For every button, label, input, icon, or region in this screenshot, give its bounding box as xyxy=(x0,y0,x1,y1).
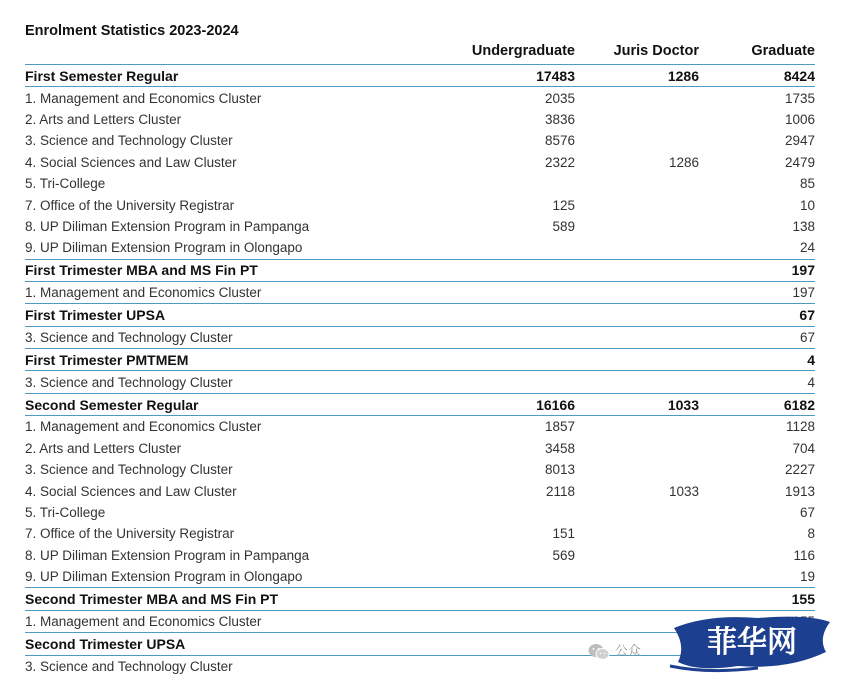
cell-undergraduate xyxy=(375,588,575,610)
section-row xyxy=(0,393,842,415)
table-row xyxy=(0,438,842,459)
wechat-watermark xyxy=(588,640,641,661)
table-row xyxy=(0,371,842,393)
cell-juris-doctor: 1033 xyxy=(575,393,699,415)
row-pad-right xyxy=(815,281,842,303)
cell-graduate: 24 xyxy=(799,240,815,256)
row-pad xyxy=(0,173,25,194)
row-label: Second Trimester UPSA xyxy=(25,633,375,655)
cell-undergraduate: 16166 xyxy=(375,393,575,415)
cell-graduate: 1128 xyxy=(785,419,815,435)
cell-graduate: 1913 xyxy=(784,483,815,499)
section-row xyxy=(0,259,842,281)
cell-graduate: 197 xyxy=(792,285,815,301)
cell-undergraduate xyxy=(375,633,575,655)
row-pad-right xyxy=(815,545,842,566)
row-pad xyxy=(0,65,25,87)
cell-graduate: 704 xyxy=(792,440,815,456)
cell-undergraduate xyxy=(375,281,575,303)
row-pad-right xyxy=(815,109,842,130)
cell-graduate: 1735 xyxy=(784,90,815,106)
header-undergraduate: Undergraduate xyxy=(471,43,575,59)
row-label: 8. UP Diliman Extension Program in Pampanga xyxy=(25,218,310,234)
cell-graduate: 67 xyxy=(799,505,815,520)
row-pad-right xyxy=(815,173,842,194)
cell-graduate: 155 xyxy=(699,588,815,610)
row-label: Second Semester Regular xyxy=(25,393,375,415)
row-pad xyxy=(0,130,25,151)
cell-juris-doctor xyxy=(575,87,699,109)
table-row xyxy=(0,173,842,194)
cell-undergraduate: 17483 xyxy=(375,65,575,87)
cell-undergraduate: 3458 xyxy=(544,440,575,456)
table-row xyxy=(0,502,842,523)
enrolment-table xyxy=(0,64,842,677)
row-pad xyxy=(0,416,25,438)
site-logo xyxy=(668,608,834,678)
cell-juris-doctor xyxy=(575,304,699,326)
cell-undergraduate xyxy=(375,610,575,632)
row-pad xyxy=(0,216,25,237)
cell-undergraduate: 1857 xyxy=(544,419,575,435)
column-headers xyxy=(0,43,842,63)
row-pad-right xyxy=(815,152,842,173)
row-pad-right xyxy=(815,65,842,87)
section-row xyxy=(0,349,842,371)
row-pad xyxy=(0,237,25,259)
cell-juris-doctor xyxy=(575,588,699,610)
row-pad-right xyxy=(815,480,842,501)
table-row xyxy=(0,326,842,348)
cell-undergraduate xyxy=(375,502,575,523)
cell-undergraduate: 589 xyxy=(552,218,575,234)
row-pad xyxy=(0,109,25,130)
row-label: 9. UP Diliman Extension Program in Olongapo xyxy=(25,569,303,585)
row-pad xyxy=(0,438,25,459)
cell-undergraduate: 2118 xyxy=(545,483,575,499)
cell-juris-doctor xyxy=(575,545,699,566)
cell-graduate: 116 xyxy=(793,547,815,563)
row-pad xyxy=(0,545,25,566)
row-pad-right xyxy=(815,237,842,259)
cell-undergraduate: 2322 xyxy=(544,154,575,170)
row-pad-right xyxy=(815,349,842,371)
cell-graduate: 8424 xyxy=(699,65,815,87)
row-label: 8. UP Diliman Extension Program in Pampanga xyxy=(25,547,310,563)
cell-undergraduate xyxy=(375,655,575,677)
row-pad-right xyxy=(815,87,842,109)
cell-graduate: 19 xyxy=(799,569,815,585)
cell-graduate: 197 xyxy=(699,259,815,281)
row-pad xyxy=(0,304,25,326)
cell-graduate: 4 xyxy=(807,374,815,390)
cell-graduate: 85 xyxy=(799,176,815,192)
cell-undergraduate xyxy=(375,326,575,348)
row-label: 3. Science and Technology Cluster xyxy=(25,329,233,345)
row-label: 4. Social Sciences and Law Cluster xyxy=(25,154,237,170)
cell-juris-doctor: 1286 xyxy=(668,154,699,170)
table-row xyxy=(0,152,842,173)
row-label: 7. Office of the University Registrar xyxy=(25,526,235,542)
table-row xyxy=(0,130,842,151)
cell-undergraduate: 3836 xyxy=(544,111,575,127)
row-label: 5. Tri-College xyxy=(25,176,106,192)
cell-graduate: 67 xyxy=(699,304,815,326)
row-pad-right xyxy=(815,371,842,393)
row-label: 1. Management and Economics Cluster xyxy=(25,90,262,106)
row-label: 4. Social Sciences and Law Cluster xyxy=(25,483,237,499)
row-pad-right xyxy=(815,130,842,151)
cell-undergraduate: 8013 xyxy=(544,462,575,478)
row-pad xyxy=(0,349,25,371)
cell-juris-doctor xyxy=(575,371,699,393)
logo-text: 菲华网 xyxy=(707,625,797,660)
row-pad xyxy=(0,371,25,393)
cell-undergraduate xyxy=(375,259,575,281)
row-pad-right xyxy=(815,438,842,459)
row-label: First Semester Regular xyxy=(25,65,375,87)
row-pad-right xyxy=(815,304,842,326)
row-label: Second Trimester MBA and MS Fin PT xyxy=(25,588,375,610)
cell-juris-doctor xyxy=(575,349,699,371)
header-graduate: Graduate xyxy=(751,43,815,59)
cell-graduate: 138 xyxy=(792,218,815,234)
cell-juris-doctor xyxy=(575,173,699,194)
row-pad xyxy=(0,259,25,281)
table-row xyxy=(0,237,842,259)
table-row xyxy=(0,545,842,566)
table-row xyxy=(0,109,842,130)
cell-undergraduate xyxy=(375,349,575,371)
cell-undergraduate xyxy=(375,237,575,259)
row-pad xyxy=(0,633,25,655)
row-pad xyxy=(0,326,25,348)
table-row xyxy=(0,194,842,215)
row-label: 2. Arts and Letters Cluster xyxy=(25,111,182,127)
cell-undergraduate: 569 xyxy=(552,547,575,563)
row-pad xyxy=(0,566,25,588)
row-pad xyxy=(0,281,25,303)
row-label: First Trimester MBA and MS Fin PT xyxy=(25,259,375,281)
cell-juris-doctor xyxy=(575,216,699,237)
row-label: 7. Office of the University Registrar xyxy=(25,197,235,213)
cell-juris-doctor xyxy=(575,237,699,259)
table-row xyxy=(0,281,842,303)
cell-juris-doctor xyxy=(575,416,699,438)
section-row xyxy=(0,304,842,326)
cell-graduate: 10 xyxy=(799,197,815,213)
row-pad-right xyxy=(815,326,842,348)
cell-graduate: 67 xyxy=(799,329,815,345)
row-pad xyxy=(0,393,25,415)
row-label: 3. Science and Technology Cluster xyxy=(25,374,233,390)
row-pad xyxy=(0,194,25,215)
row-label: First Trimester PMTMEM xyxy=(25,349,375,371)
row-pad-right xyxy=(815,566,842,588)
row-pad xyxy=(0,459,25,480)
row-pad xyxy=(0,152,25,173)
row-pad-right xyxy=(815,393,842,415)
row-pad-right xyxy=(815,216,842,237)
cell-juris-doctor xyxy=(575,194,699,215)
cell-undergraduate xyxy=(375,371,575,393)
cell-juris-doctor xyxy=(575,259,699,281)
cell-graduate: 1006 xyxy=(784,111,815,127)
row-label: 3. Science and Technology Cluster xyxy=(25,462,233,478)
cell-juris-doctor xyxy=(575,459,699,480)
row-label: 2. Arts and Letters Cluster xyxy=(25,440,182,456)
row-pad-right xyxy=(815,523,842,544)
row-pad xyxy=(0,502,25,523)
table-row xyxy=(0,216,842,237)
table-row xyxy=(0,480,842,501)
watermark-text: 公众 xyxy=(615,643,642,658)
cell-graduate: 4 xyxy=(699,349,815,371)
table-row xyxy=(0,87,842,109)
cell-juris-doctor xyxy=(575,281,699,303)
cell-undergraduate: 125 xyxy=(552,197,575,213)
row-label: 1. Management and Economics Cluster xyxy=(25,613,262,629)
cell-undergraduate: 8576 xyxy=(544,133,575,149)
cell-graduate: 2227 xyxy=(784,462,815,478)
cell-graduate: 6182 xyxy=(699,393,815,415)
row-pad-right xyxy=(815,259,842,281)
row-label: 3. Science and Technology Cluster xyxy=(25,133,233,149)
cell-undergraduate xyxy=(375,304,575,326)
cell-juris-doctor: 1033 xyxy=(668,483,699,499)
row-pad xyxy=(0,610,25,632)
cell-juris-doctor: 1286 xyxy=(575,65,699,87)
cell-juris-doctor xyxy=(575,502,699,523)
table-row xyxy=(0,566,842,588)
header-juris-doctor: Juris Doctor xyxy=(613,43,699,59)
row-label: 1. Management and Economics Cluster xyxy=(25,419,262,435)
row-pad-right xyxy=(815,502,842,523)
cell-graduate: 2479 xyxy=(784,154,815,170)
section-row xyxy=(0,588,842,610)
row-label: First Trimester UPSA xyxy=(25,304,375,326)
row-label: 3. Science and Technology Cluster xyxy=(25,658,233,674)
row-pad xyxy=(0,480,25,501)
cell-undergraduate xyxy=(375,173,575,194)
cell-undergraduate: 151 xyxy=(552,526,575,542)
table-row xyxy=(0,459,842,480)
row-pad-right xyxy=(815,416,842,438)
cell-undergraduate: 2035 xyxy=(544,90,575,106)
table-row xyxy=(0,416,842,438)
cell-juris-doctor xyxy=(575,130,699,151)
row-pad-right xyxy=(815,588,842,610)
cell-juris-doctor xyxy=(575,566,699,588)
cell-juris-doctor xyxy=(575,109,699,130)
row-label: 9. UP Diliman Extension Program in Olongapo xyxy=(25,240,303,256)
row-pad xyxy=(0,588,25,610)
row-pad-right xyxy=(815,194,842,215)
page-title: Enrolment Statistics 2023-2024 xyxy=(25,23,239,39)
section-row xyxy=(0,65,842,87)
row-pad xyxy=(0,655,25,677)
row-pad xyxy=(0,523,25,544)
cell-graduate: 2947 xyxy=(784,133,815,149)
cell-juris-doctor xyxy=(575,523,699,544)
cell-undergraduate xyxy=(375,566,575,588)
row-pad xyxy=(0,87,25,109)
table-row xyxy=(0,523,842,544)
cell-juris-doctor xyxy=(575,326,699,348)
cell-graduate: 8 xyxy=(807,526,815,542)
wechat-icon xyxy=(588,643,610,661)
row-label: 5. Tri-College xyxy=(25,505,106,520)
cell-juris-doctor xyxy=(575,438,699,459)
row-label: 1. Management and Economics Cluster xyxy=(25,285,262,301)
row-pad-right xyxy=(815,459,842,480)
